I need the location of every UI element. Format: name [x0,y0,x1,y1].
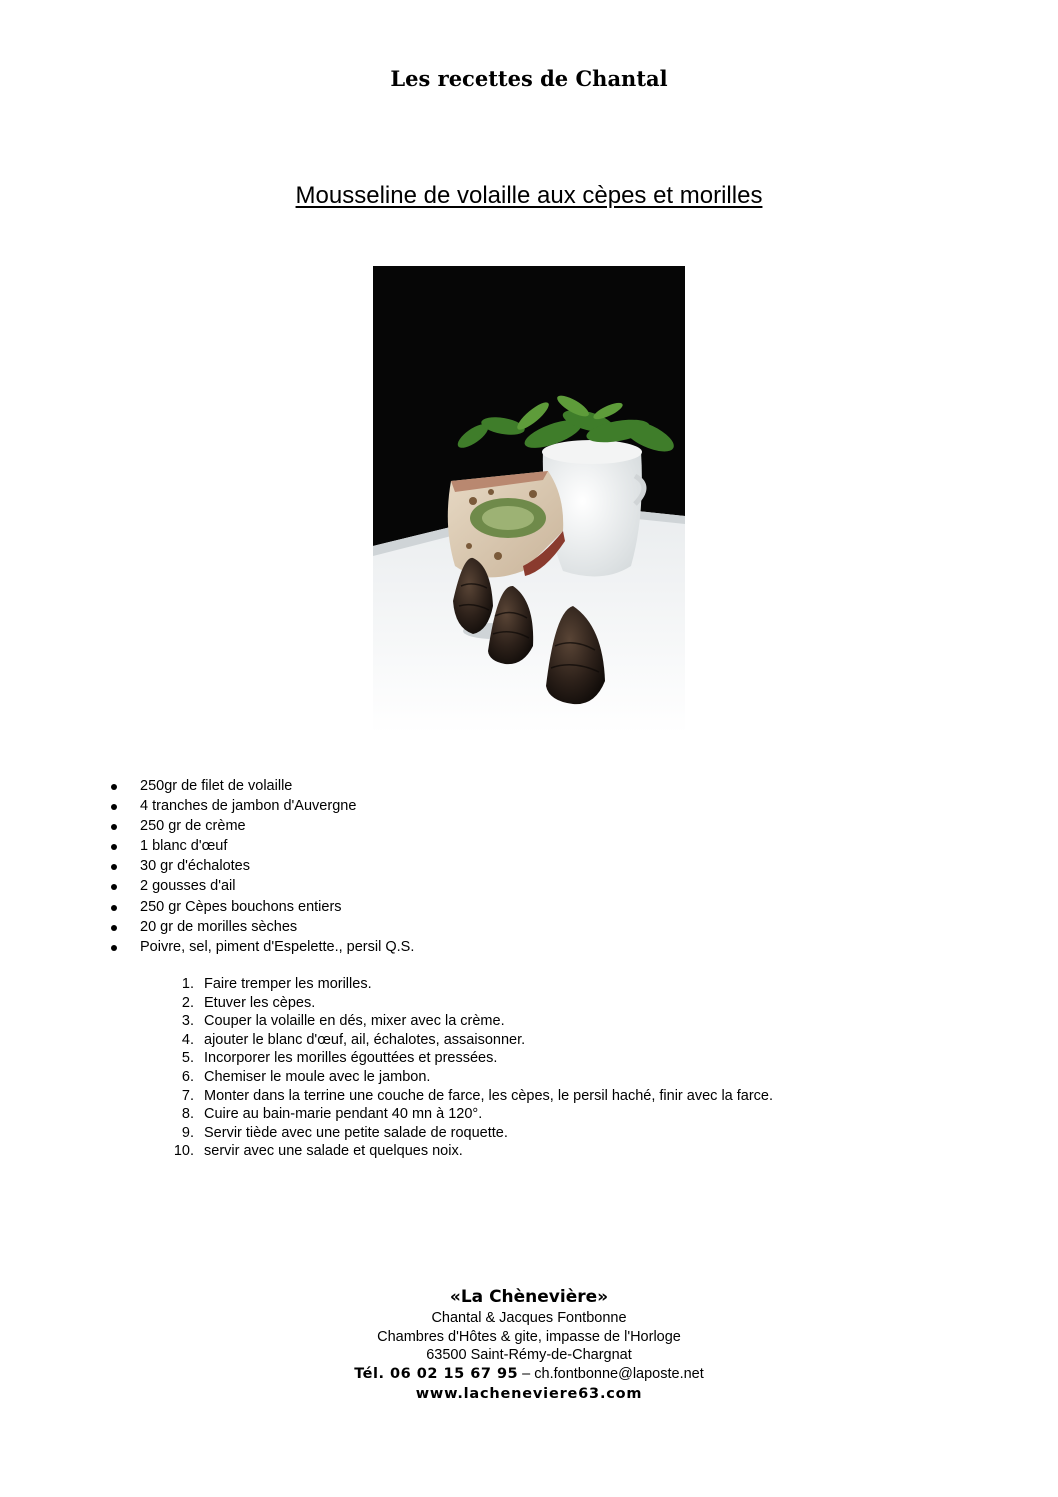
bullet-icon [111,925,117,931]
step-text: Monter dans la terrine une couche de farce, les cèpes, le persil haché, finir avec la farce. [204,1087,774,1104]
list-item [170,1105,773,1124]
list-item: 4 tranches de jambon d'Auvergne [108,796,414,816]
bullet-icon [111,824,117,830]
step-number: 9. [181,1124,194,1141]
list-item [170,1031,773,1050]
list-item: 1 blanc d'œuf [108,836,414,856]
list-item [170,1012,773,1031]
bullet-icon [111,844,117,850]
list-item [170,1142,773,1161]
list-item [170,1087,773,1106]
footer-org-name: «La Chènevière» [449,1287,609,1307]
step-text: Servir tiède avec une petite salade de roquette. [204,1124,508,1141]
list-item: 30 gr d'échalotes [108,856,414,876]
footer-email[interactable]: ch.fontbonne@laposte.net [534,1365,704,1382]
bullet-icon [111,804,117,810]
list-item: 250 gr Cèpes bouchons entiers [108,897,414,917]
footer-separator: – [518,1365,535,1382]
list-item: Poivre, sel, piment d'Espelette., persil Q.S. [108,937,414,957]
step-text: Chemiser le moule avec le jambon. [204,1068,431,1085]
step-text: Cuire au bain-marie pendant 40 mn à 120°. [204,1106,483,1123]
step-number: 10. [173,1143,194,1160]
footer-phone: Tél. 06 02 15 67 95 [354,1365,519,1382]
step-text: Couper la volaille en dés, mixer avec la crème. [204,1013,505,1030]
footer-owners: Chantal & Jacques Fontbonne [431,1310,627,1326]
footer-website-link[interactable]: www.lacheneviere63.com [415,1386,643,1402]
step-number: 5. [181,1050,194,1067]
step-number: 3. [181,1013,194,1030]
step-text: Incorporer les morilles égouttées et pressées. [204,1050,498,1067]
step-number: 7. [181,1087,194,1104]
step-number: 4. [181,1031,194,1048]
list-item [170,1049,773,1068]
recipe-title: Mousseline de volaille aux cèpes et morilles [295,182,763,209]
bullet-icon [111,884,117,890]
list-item: 20 gr de morilles sèches [108,917,414,937]
list-item: 250gr de filet de volaille [108,776,414,796]
steps-list [170,975,773,1161]
footer-contact [0,1285,1058,1405]
step-text: Faire tremper les morilles. [204,976,372,992]
step-number: 8. [181,1106,194,1123]
list-item [170,975,773,994]
step-number: 6. [181,1068,194,1085]
step-number: 2. [181,994,194,1011]
bullet-icon [111,784,117,790]
list-item [170,994,773,1013]
footer-contact-line [0,1365,1058,1384]
bullet-icon [111,864,117,870]
step-text: Etuver les cèpes. [204,994,316,1011]
bullet-icon [111,905,117,911]
step-text: servir avec une salade et quelques noix. [204,1143,463,1160]
step-text: ajouter le blanc d'œuf, ail, échalotes, assaisonner. [204,1031,526,1048]
list-item [170,1124,773,1143]
recipe-photo [373,266,685,734]
list-item: 2 gousses d'ail [108,876,414,896]
list-item: 250 gr de crème [108,816,414,836]
step-number: 1. [181,976,194,992]
bullet-icon [111,945,117,951]
page-header-title: Les recettes de Chantal [390,66,668,91]
list-item [170,1068,773,1087]
footer-address-line2: 63500 Saint-Rémy-de-Chargnat [426,1347,632,1363]
ingredients-list [108,776,414,957]
footer-address-line1: Chambres d'Hôtes & gite, impasse de l'Horloge [377,1328,681,1345]
